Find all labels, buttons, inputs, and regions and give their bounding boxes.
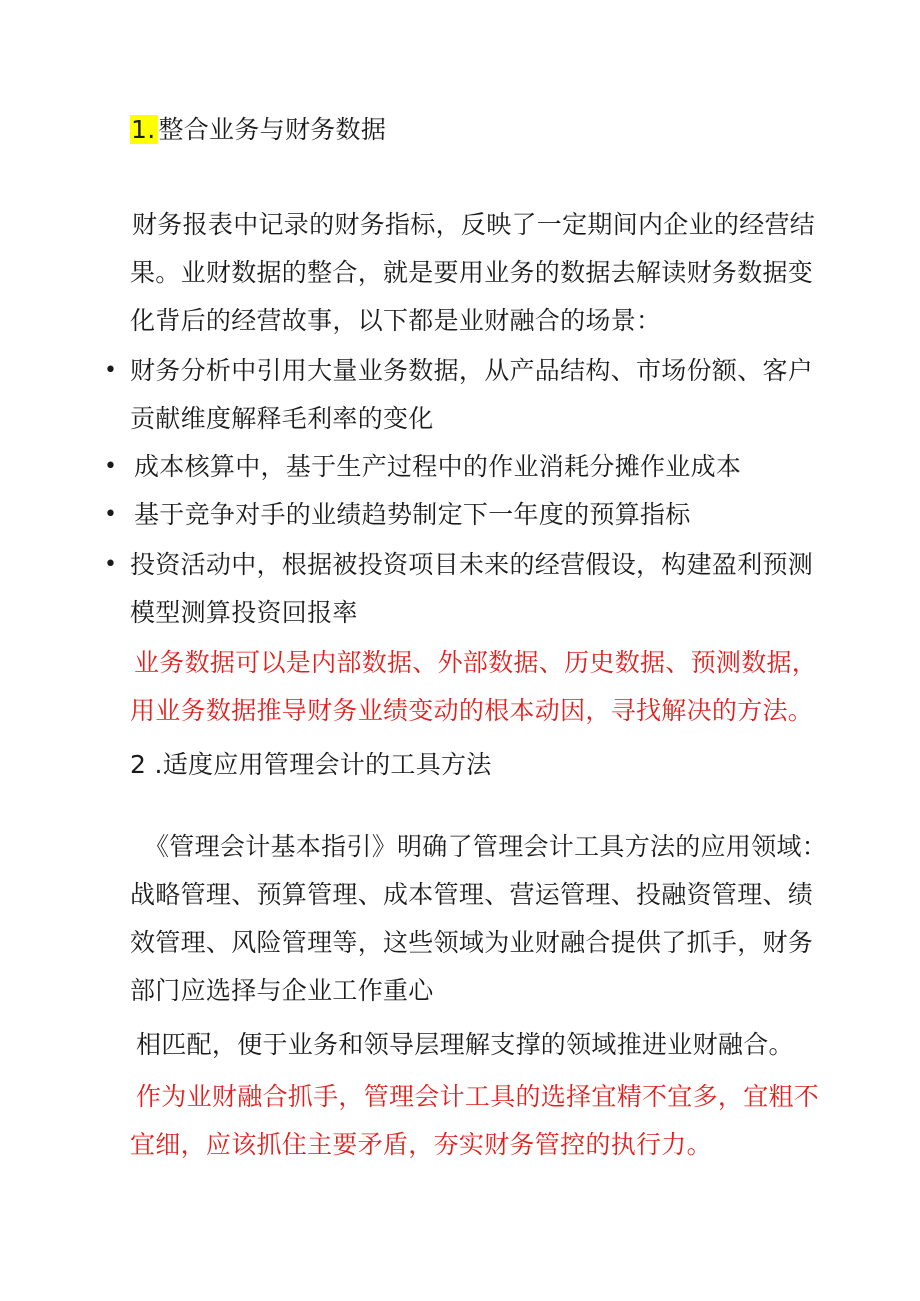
highlight-note-line: 用业务数据推导财务业绩变动的根本动因，寻找解决的方法。 bbox=[130, 696, 814, 725]
body-line: 《管理会计基本指引》明确了管理会计工具方法的应用领域： bbox=[144, 832, 828, 861]
list-item-text: 财务分析中引用大量业务数据，从产品结构、市场份额、客户 bbox=[130, 356, 814, 385]
bullet-marker: • bbox=[104, 552, 117, 577]
bullet-marker: • bbox=[104, 454, 117, 479]
list-item-text: 基于竞争对手的业绩趋势制定下一年度的预算指标 bbox=[134, 500, 691, 529]
body-line: 战略管理、预算管理、成本管理、营运管理、投融资管理、绩 bbox=[130, 880, 814, 909]
section-1-number: 1. bbox=[130, 115, 158, 144]
section-1-title: 整合业务与财务数据 bbox=[158, 115, 387, 144]
intro-line: 果。业财数据的整合，就是要用业务的数据去解读财务数据变 bbox=[130, 258, 814, 287]
body-line: 部门应选择与企业工作重心 bbox=[130, 976, 434, 1005]
list-item-text: 成本核算中，基于生产过程中的作业消耗分摊作业成本 bbox=[134, 452, 742, 481]
list-item-text: 模型测算投资回报率 bbox=[130, 598, 358, 627]
section-1-heading bbox=[130, 113, 386, 147]
intro-line: 化背后的经营故事，以下都是业财融合的场景： bbox=[130, 306, 662, 335]
highlight-note-line: 宜细，应该抓住主要矛盾，夯实财务管控的执行力。 bbox=[130, 1130, 712, 1159]
intro-line: 财务报表中记录的财务指标，反映了一定期间内企业的经营结 bbox=[132, 210, 816, 239]
highlight-note-line: 作为业财融合抓手，管理会计工具的选择宜精不宜多，宜粗不 bbox=[136, 1082, 820, 1111]
body-line: 效管理、风险管理等，这些领域为业财融合提供了抓手，财务 bbox=[130, 928, 814, 957]
list-item-text: 贡献维度解释毛利率的变化 bbox=[130, 404, 434, 433]
bullet-marker: • bbox=[104, 358, 117, 383]
section-2-heading: 2 .适度应用管理会计的工具方法 bbox=[130, 750, 492, 779]
bullet-marker: • bbox=[104, 502, 117, 527]
highlight-note-line: 业务数据可以是内部数据、外部数据、历史数据、预测数据， bbox=[134, 648, 818, 677]
list-item-text: 投资活动中，根据被投资项目未来的经营假设，构建盈利预测 bbox=[130, 550, 814, 579]
body-line: 相匹配，便于业务和领导层理解支撑的领域推进业财融合。 bbox=[136, 1030, 794, 1059]
